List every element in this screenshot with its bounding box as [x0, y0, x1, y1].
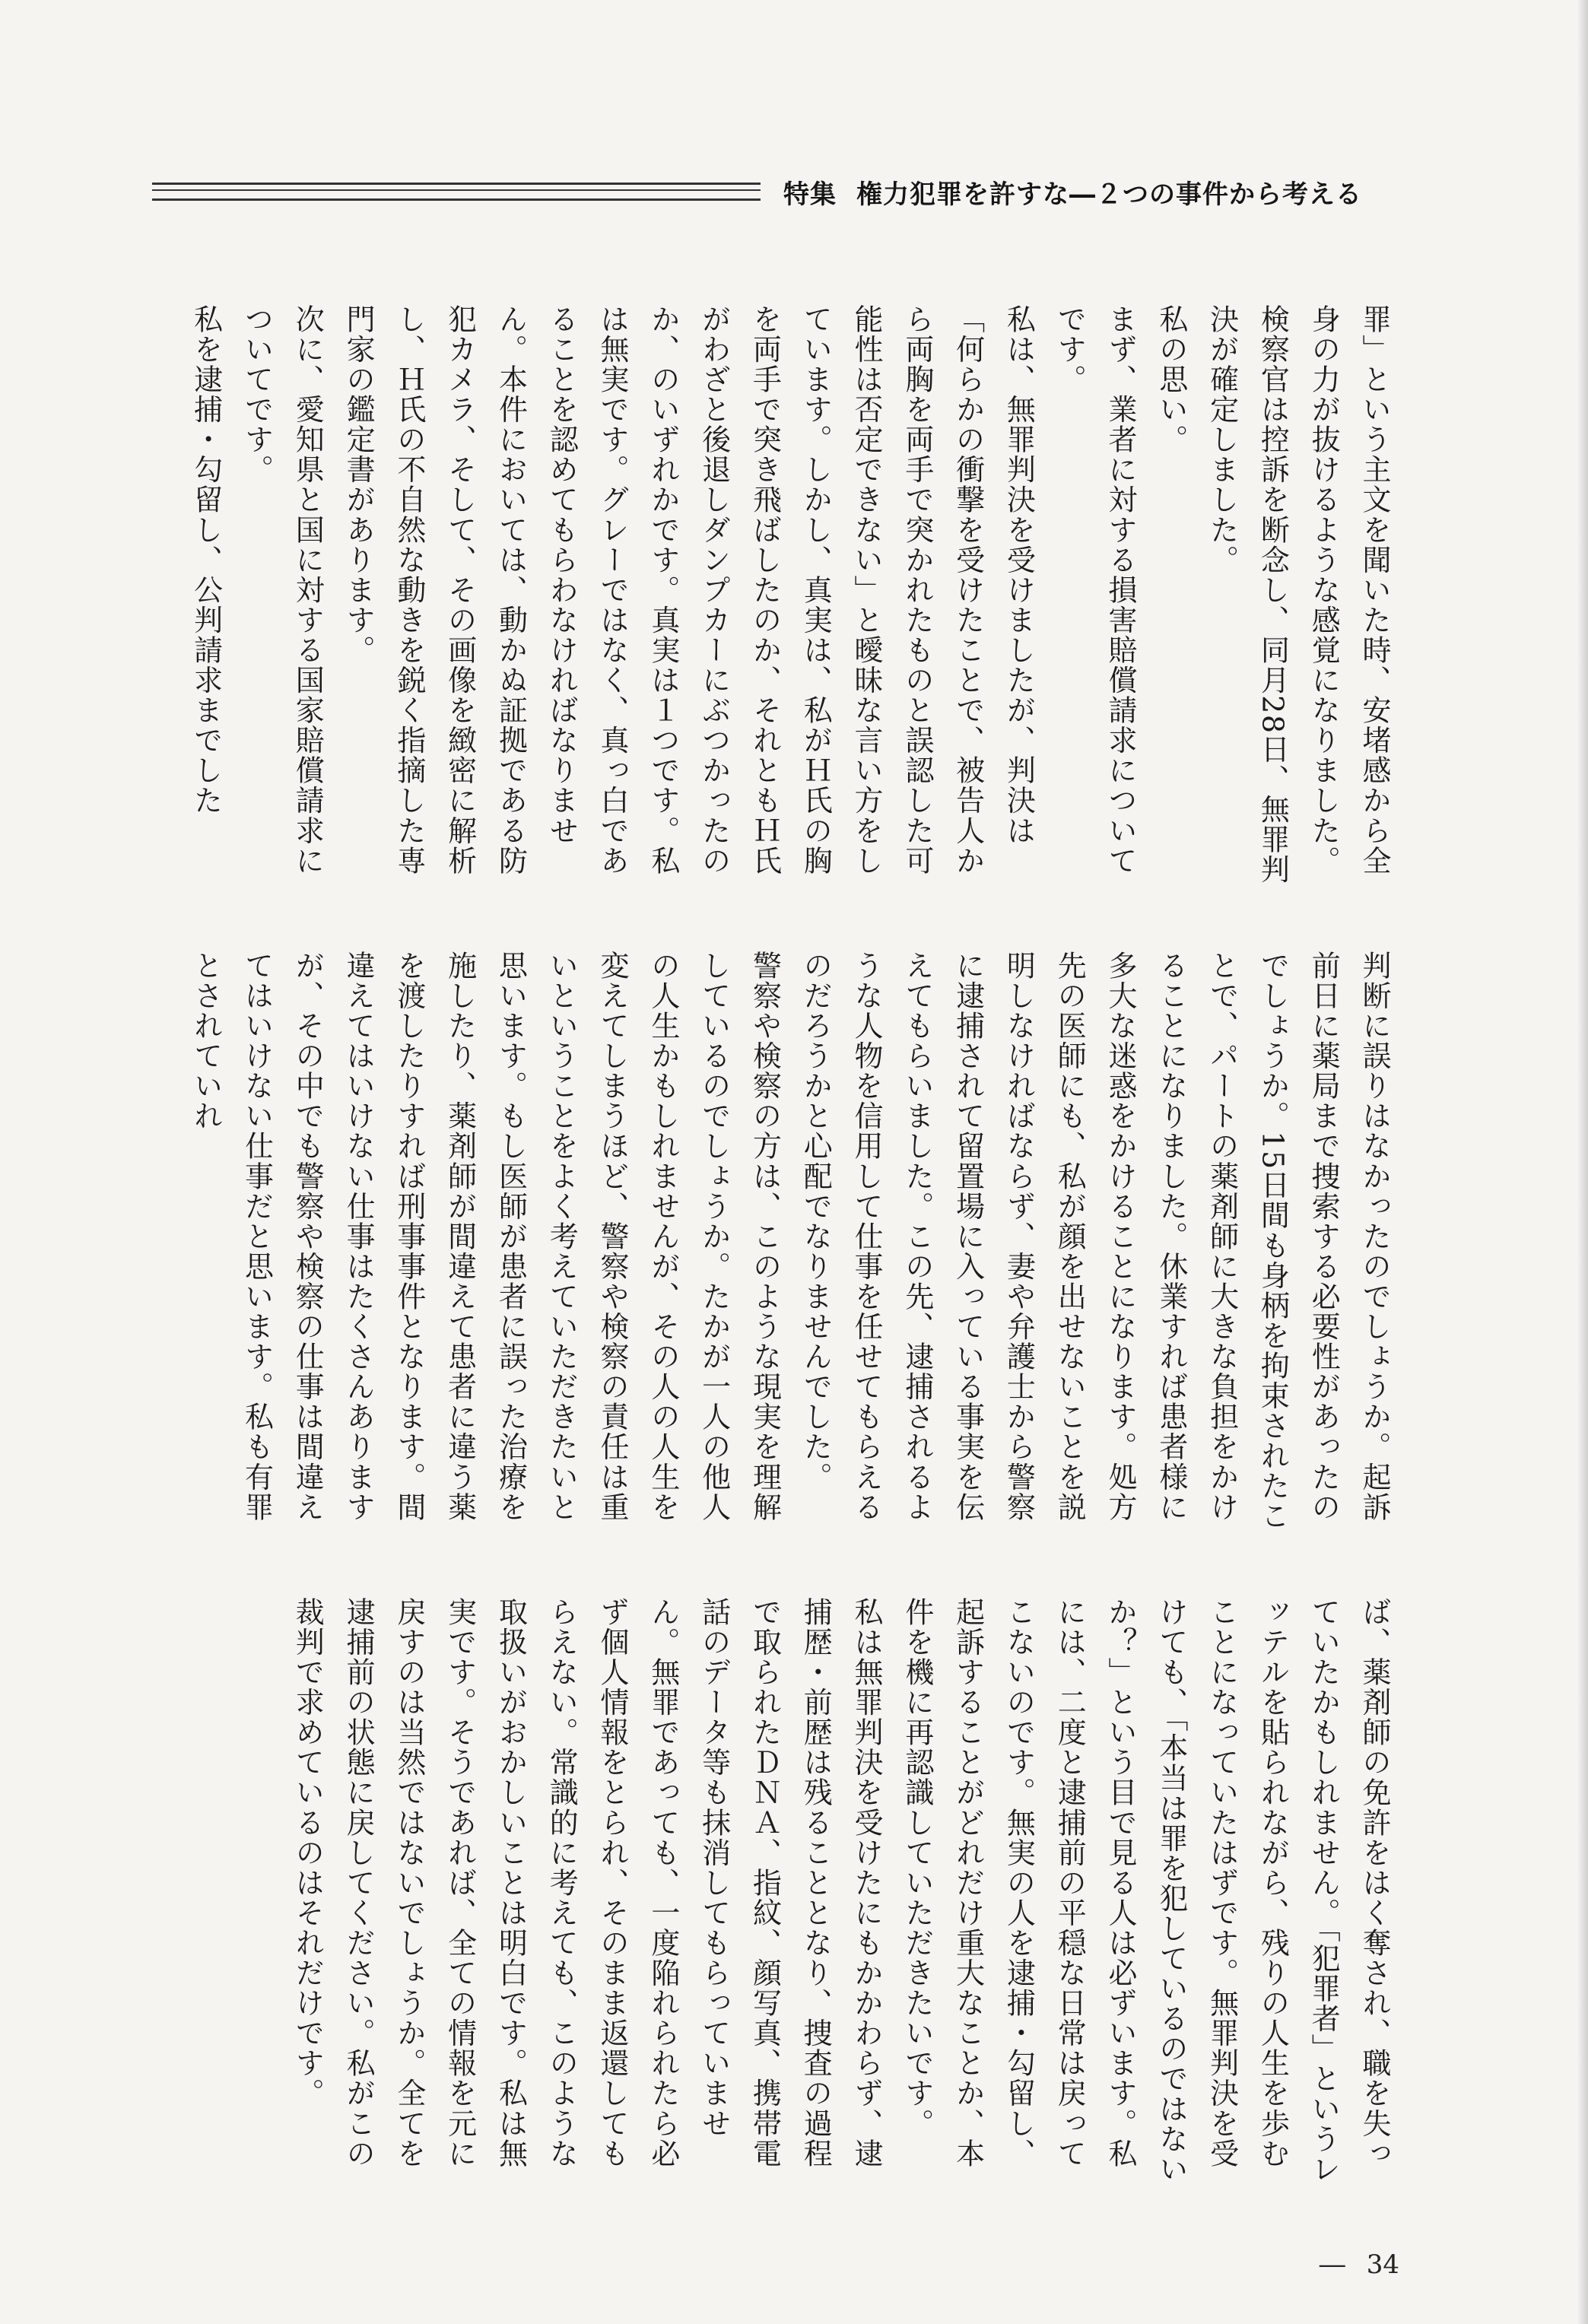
paragraph: ば、薬剤師の免許をはく奪され、職を失っていたかもしれません。「犯罪者」というレッテルを貼られながら、残りの人生を歩むことになっていたはずです。無罪判決を受けても、「本当は罪を犯しているのではないか？」という目で見る人は必ずいます。私には、二度と逮捕前の平穏な日常は戻ってこないのです。無実の人を逮捕・勾留し、起訴することがどれだけ重大なことか、本件を機に再認識していただきたいです。	[900, 1597, 1391, 2184]
paragraph: 私は、無罪判決を受けましたが、判決は「何らかの衝撃を受けたことで、被告人から両胸を両手で突かれたものと誤認した可能性は否定できない」と曖昧な言い方をしています。しかし、真実は、私がＨ氏の胸を両手で突き飛ばしたのか、それともＨ氏がわざと後退しダンプカーにぶつかったのか、のいずれかです。真実は１つです。私は無実です。グレーではなく、真っ白であることを認めてもらわなければなりません。本件においては、動かぬ証拠である防犯カメラ、そして、その画像を緻密に解析し、Ｈ氏の不自然な動きを鋭く指摘した専門家の鑑定書があります。	[341, 304, 1036, 876]
text-block-upper	[152, 304, 1399, 897]
paragraph: まず、業者に対する損害賠償請求についてです。	[1053, 304, 1138, 876]
header-rule	[152, 183, 761, 201]
header-text	[783, 173, 1362, 211]
paragraph: 私の思い。	[1154, 304, 1188, 455]
page-edge	[1577, 0, 1588, 2324]
page-number-value: 34	[1366, 2249, 1399, 2280]
page-number	[1320, 2249, 1399, 2280]
paragraph: 罪」という主文を聞いた時、安堵感から全身の力が抜けるような感覚になりました。検察官は控訴を断念し、同月28日、無罪判決が確定しました。	[1205, 304, 1391, 885]
paragraph: 判断に誤りはなかったのでしょうか。起訴前日に薬局まで捜索する必要性があったのでしょうか。15日間も身柄を拘束されたことで、パートの薬剤師に大きな負担をかけることになりました。休業すれば患者様に多大な迷惑をかけることになります。処方先の医師にも、私が顔を出せないことを説明しなければならず、妻や弁護士から警察に逮捕されて留置場に入っている事実を伝えてもらいました。この先、逮捕されるような人物を信用して仕事を任せてもらえるのだろうかと心配でなりませんでした。	[799, 951, 1391, 1532]
text-block-lower	[152, 1597, 1399, 2190]
feature-title: 権力犯罪を許すな―２つの事件から考える	[856, 179, 1362, 210]
paragraph: 私は無罪判決を受けたにもかかわらず、逮捕歴・前歴は残ることとなり、捜査の過程で取られたＤＮＡ、指紋、顔写真、携帯電話のデータ等も抹消してもらっていません。無罪であっても、一度陥れられたら必ず個人情報をとられ、そのまま返還してもらえない。常識的に考えても、このような取扱いがおかしいことは明白です。私は無実です。そうであれば、全ての情報を元に戻すのは当然ではないでしょうか。全てを逮捕前の状態に戻してください。私がこの裁判で求めているのはそれだけです。	[291, 1597, 884, 2169]
paragraph: 私を逮捕・勾留し、公判請求までした	[189, 304, 223, 816]
text-block-middle	[152, 951, 1399, 1544]
folio-dash: ―	[1319, 2249, 1345, 2280]
paragraph: 警察や検察の方は、このような現実を理解しているのでしょうか。たかが一人の他人の人生かもしれませんが、その人の人生を変えてしまうほど、警察や検察の責任は重いということをよく考えていただきたいと思います。もし医師が患者に誤った治療を施したり、薬剤師が間違えて患者に違う薬を渡したりすれば刑事事件となります。間違えてはいけない仕事はたくさんありますが、その中でも警察や検察の仕事は間違えてはいけない仕事だと思います。私も有罪とされていれ	[189, 951, 782, 1522]
feature-label: 特集	[783, 179, 837, 210]
paragraph: 次に、愛知県と国に対する国家賠償請求についてです。	[240, 304, 325, 876]
feature-header	[152, 173, 1399, 213]
